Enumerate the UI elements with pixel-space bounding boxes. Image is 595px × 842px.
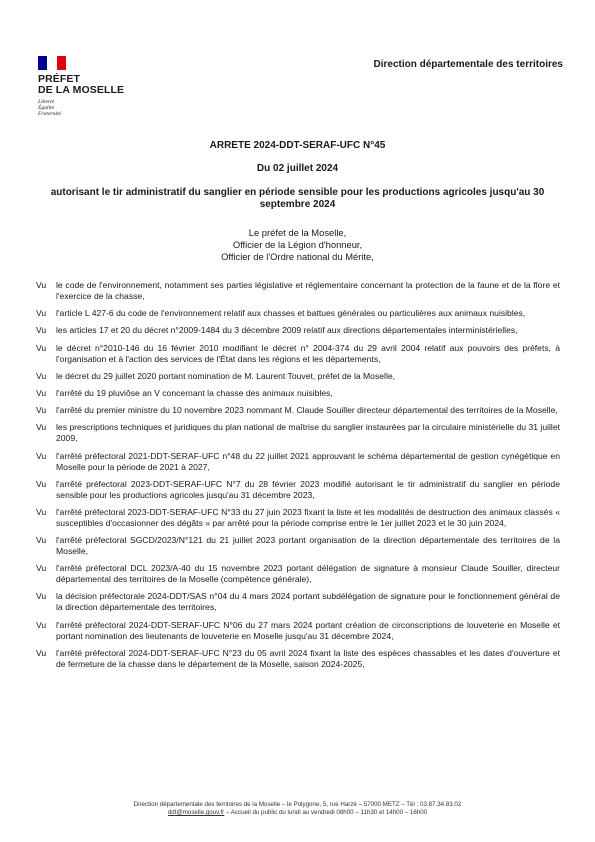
prefet-line-1: Le préfet de la Moselle, xyxy=(248,227,347,238)
visa-text: le code de l'environnement, notamment ses parties législative et réglementaire concernant la protection de la faune et de la flore et l'exercice de la chasse, xyxy=(56,280,560,301)
visa-label: Vu xyxy=(36,506,47,517)
french-flag-icon xyxy=(38,56,66,70)
visa-text: l'arrêté du 19 pluviôse an V concernant la chasse des animaux nuisibles, xyxy=(56,387,333,398)
arrete-date: Du 02 juillet 2024 xyxy=(256,163,339,174)
visa-item xyxy=(36,388,560,399)
prefet-line-3: Officier de l'Ordre national du Mérite, xyxy=(221,251,374,262)
prefet-line-2: Officier de la Légion d'honneur, xyxy=(232,239,363,250)
footer-address: Direction départementale des territoires de la Moselle – le Polygone, 5, rue Harzé – 57000 METZ – Tél : 03.87.34.83.02 xyxy=(133,801,462,808)
devise-egalite: Égalité xyxy=(38,105,55,111)
visa-label: Vu xyxy=(36,342,47,353)
visa-label: Vu xyxy=(36,280,47,290)
visa-item xyxy=(36,405,560,416)
visa-text: les prescriptions techniques et juridiques du plan national de maîtrise du sanglier instaurées par la circulaire ministérielle du 31 juillet 2009, xyxy=(56,422,560,444)
visa-text: la décision préfectorale 2024-DDT/SAS n°04 du 4 mars 2024 portant subdélégation de signature pour le fonctionnement général de la direction départementale des territoires, xyxy=(56,591,560,613)
visa-item xyxy=(36,451,560,473)
arrete-object: autorisant le tir administratif du sanglier en période sensible pour les productions agricoles jusqu'au 30 septembre 2024 xyxy=(50,187,545,210)
visa-label: Vu xyxy=(36,478,47,489)
visa-text: le décret du 29 juillet 2020 portant nomination de M. Laurent Touvet, préfet de la Moselle, xyxy=(56,370,396,381)
visa-item xyxy=(36,280,560,302)
visa-text: l'arrêté préfectoral 2021-DDT-SERAF-UFC n°48 du 22 juillet 2021 approuvant le schéma départemental de gestion cynégétique en Moselle pour la période de 2021 à 2027, xyxy=(56,450,560,472)
visa-text: l'article L 427-6 du code de l'environnement relatif aux chasses et battues générales ou particulières aux animaux nuisibles, xyxy=(56,308,526,319)
visa-label: Vu xyxy=(36,591,47,602)
visa-label: Vu xyxy=(36,370,47,381)
visa-label: Vu xyxy=(36,647,47,658)
visa-label: Vu xyxy=(36,387,47,398)
devise-fraternite: Fraternité xyxy=(38,111,61,117)
visa-text: l'arrêté préfectoral SGCD/2023/N°121 du 21 juillet 2023 portant organisation de la direction départementale des territoires de la Moselle, xyxy=(56,535,560,557)
visa-item xyxy=(36,535,560,557)
footer xyxy=(0,801,595,817)
visa-label: Vu xyxy=(36,563,47,574)
visa-item xyxy=(36,563,560,585)
visa-text: l'arrêté préfectoral 2023-DDT-SERAF-UFC N°7 du 28 février 2023 modifié autorisant le tir administratif du sanglier en période sensible pour les productions agricoles jusqu'au 31 décembre 2023, xyxy=(56,478,560,500)
visa-text: le décret n°2010-146 du 16 février 2010 modifiant le décret n° 2004-374 du 29 avril 2004 relatif aux pouvoirs des préfets, à l'organisation et à l'action des services de l'État dans les régions et les départements, xyxy=(56,342,560,364)
visa-item xyxy=(36,507,560,529)
visa-label: Vu xyxy=(36,405,47,416)
visa-text: l'arrêté préfectoral 2024-DDT-SERAF-UFC N°06 du 27 mars 2024 portant création de circonscriptions de louveterie en Moselle et portant nomination des lieutenants de louveterie en Moselle jusqu'au 31 décembre 2024, xyxy=(56,619,560,641)
footer-email-link[interactable]: ddt@moselle.gouv.fr xyxy=(167,809,225,816)
arrete-number: ARRETE 2024-DDT-SERAF-UFC N°45 xyxy=(209,140,386,151)
footer-hours: – Accueil du public du lundi au vendredi 08h00 – 11h30 et 14h00 – 16h00 xyxy=(224,809,428,816)
visa-item xyxy=(36,479,560,501)
visa-label: Vu xyxy=(36,619,47,630)
visa-item xyxy=(36,343,560,365)
visas-list xyxy=(36,280,560,676)
logo-line2: DE LA MOSELLE xyxy=(38,84,125,96)
logo-line1: PRÉFET xyxy=(38,73,81,85)
visa-item xyxy=(36,422,560,444)
visa-text: l'arrêté du premier ministre du 10 novembre 2023 nommant M. Claude Souiller directeur départemental des territoires de la Moselle, xyxy=(56,405,558,416)
flag-red xyxy=(57,56,66,70)
visa-label: Vu xyxy=(36,308,47,319)
visa-item xyxy=(36,308,560,319)
visa-text: l'arrêté préfectoral 2024-DDT-SERAF-UFC N°23 du 05 avril 2024 fixant la liste des espèces chassables et les dates d'ouverture et de fermeture de la chasse dans le département de la Moselle, saison 2024-2025, xyxy=(56,647,560,669)
visa-item xyxy=(36,591,560,613)
devise-liberte: Liberté xyxy=(38,99,55,105)
logo-devise xyxy=(38,99,148,117)
visa-item xyxy=(36,325,560,336)
visa-label: Vu xyxy=(36,535,47,546)
issuing-direction: Direction départementale des territoires xyxy=(373,59,563,70)
logo-title xyxy=(38,74,148,96)
visa-text: l'arrêté préfectoral DCL 2023/A-40 du 15 novembre 2023 portant délégation de signature à monsieur Claude Souiller, directeur départemental des territoires de la Moselle (compétence générale), xyxy=(56,563,560,585)
visa-item xyxy=(36,648,560,670)
footer-contact xyxy=(0,809,595,817)
prefet-logo xyxy=(38,56,148,117)
visa-label: Vu xyxy=(36,325,47,336)
visa-text: l'arrêté préfectoral 2023-DDT-SERAF-UFC N°33 du 27 juin 2023 fixant la liste et les modalités de destruction des animaux classés « susceptibles d'occasionner des dégâts » par arrêté pour la période comprise entre le 1er juillet 2023 et le 30 juin 2024, xyxy=(56,506,560,528)
visa-text: les articles 17 et 20 du décret n°2009-1484 du 3 décembre 2009 relatif aux directions départementales interministérielles, xyxy=(56,325,518,336)
flag-white xyxy=(47,56,56,70)
visa-label: Vu xyxy=(36,450,47,461)
visa-item xyxy=(36,371,560,382)
prefet-titles xyxy=(0,227,595,263)
visa-item xyxy=(36,620,560,642)
visa-label: Vu xyxy=(36,422,47,433)
flag-blue xyxy=(38,56,47,70)
